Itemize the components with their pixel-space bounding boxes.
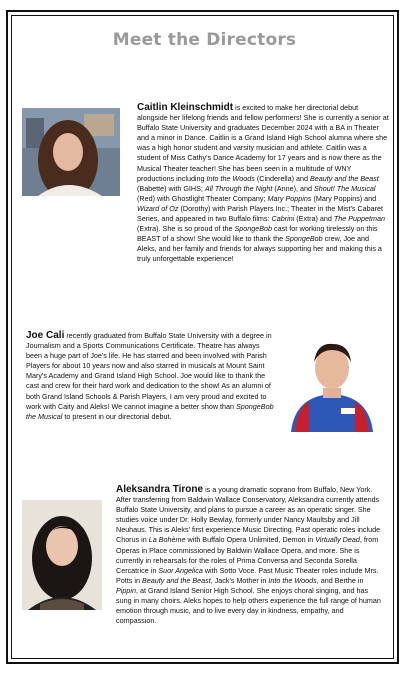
director-name: Joe Cali	[26, 330, 65, 341]
director-photo-aleksandra	[22, 500, 102, 610]
bio-italic-title: All Through the Night	[204, 183, 273, 193]
director-name: Aleksandra Tirone	[116, 484, 204, 495]
page-title: Meet the Directors	[112, 30, 297, 50]
bio-italic-title: The Puppetman	[333, 214, 385, 224]
bio-text-segment: with Sotto Voce. Past Music Theater roles include Mrs. Potts in	[116, 565, 379, 585]
bio-italic-title: SpongeBob the Musical	[26, 401, 274, 421]
bio-text-segment: (Anne), and	[272, 183, 314, 193]
bio-text-segment: crew, Joe and Aleks, and her family and friends for always supporting her and making this a truly unforgettable experience!	[137, 234, 382, 264]
bio-italic-title: Mary Poppins	[267, 193, 312, 203]
bio-text-segment: , at Grand Island Senior High School. She enjoys choral singing, and has sung in many choirs. Aleks hopes to help others experience the full range of human emotion through music, and to live every day in kindness, empathy, and compassion.	[116, 585, 381, 626]
bio-italic-title: Beauty and the Beast	[310, 173, 379, 183]
director-photo-caitlin	[22, 108, 120, 196]
bio-text-segment: , and Berthe in	[316, 575, 364, 585]
bio-text-segment: (Mary Poppins) and	[311, 193, 377, 203]
bio-text-segment: (Babette) with GIHS;	[137, 183, 205, 193]
bio-text-segment: to present in our directorial debut.	[62, 411, 172, 421]
bio-italic-title: Into the Woods	[206, 173, 255, 183]
director-photo-joe	[287, 338, 377, 432]
director-name: Caitlin Kleinschmidt	[137, 102, 234, 113]
director-bio-aleksandra	[116, 485, 384, 626]
bio-text-segment: (Cinderella) and	[254, 173, 311, 183]
bio-text-segment: with Buffalo Opera Unlimited, Demon in	[185, 535, 316, 545]
director-bio-text	[137, 103, 389, 263]
bio-text-segment: , from Operas in Place commissioned by Baldwin Wallace Opera, and more. She is currently in rehearsals for the roles of Prima Conversa and Seconda Sorella Cercatrice in	[116, 535, 379, 575]
bio-italic-title: La Bohème	[148, 535, 186, 545]
bio-text-segment: recently graduated from Buffalo State University with a degree in Journalism and a Sports Communications Certificate. Theatre has always been a huge part of Joe's life. He has starred and been involved with Parish Players for about 10 years now and also starred in musicals at Mount Saint Mary's Academy and Grand Island High School. Joe would like to thank the cast and crew for their hard work and dedication to the show! As an alumni of both Grand Island Schools & Parish Players, I am very proud and excited to work with Caity and Aleks! We cannot imagine a better show than	[26, 331, 272, 411]
bio-italic-title: Suor Angelica	[158, 565, 203, 575]
bio-text-segment: , Jack's Mother in	[210, 575, 269, 585]
bio-text-segment: (Dorothy) with Parish Players Inc.; Theater in the Mist's Cabaret Series, and appeared in two Buffalo films:	[137, 203, 384, 224]
bio-italic-title: Beauty and the Beast	[141, 575, 211, 585]
bio-text-segment: (Extra) and	[294, 214, 334, 224]
bio-italic-title: Wizard of Oz	[137, 203, 179, 213]
bio-text-segment: is excited to make her directorial debut alongside her lifelong friends and fellow performers! She is currently a senior at Buffalo State University and graduates December 2024 with a BA in Theater and a minor in Dance. Caitlin is a Grand Island High School alumna where she was a high honor student and varsity musician and athlete. Caitlin was a student of Miss Cathy's Dance Academy for 17 years and is now there as the Musical Theater teacher! She has been seen in a multitude of WNY productions including	[137, 103, 389, 183]
bio-italic-title: Cabrini	[271, 214, 295, 224]
bio-text-segment: cast for working tirelessly on this BEAST of a show! She would like to thank the	[137, 224, 378, 244]
bio-italic-title: Into the Woods	[268, 575, 317, 585]
bio-text-segment: (Extra). She is so proud of the	[137, 224, 235, 234]
bio-text-segment: is a young dramatic soprano from Buffalo, New York. After transferring from Baldwin Wallace Conservatory, Aleksandra currently attends Buffalo State University, and plans to pursue a career as an operatic singer. She studies voice under Dr. Holly Bewlay, formerly under Nancy Maultsby and Jill Neuhaus. This is Aleks' first experience Music Directing. Past operatic roles include Chorus in	[116, 485, 381, 545]
bio-italic-title: Shout! The Musical	[314, 183, 376, 193]
director-bio-caitlin	[137, 103, 390, 265]
director-bio-text	[116, 485, 381, 625]
bio-italic-title: Virtually Dead	[315, 535, 360, 545]
director-bio-joe	[26, 331, 276, 422]
bio-text-segment: (Red) with Ghostlight Theater Company;	[137, 193, 268, 203]
bio-italic-title: SpongeBob	[285, 234, 323, 244]
bio-italic-title: Pippin	[116, 585, 136, 595]
director-bio-text	[26, 331, 274, 421]
bio-italic-title: SpongeBob	[234, 224, 273, 234]
